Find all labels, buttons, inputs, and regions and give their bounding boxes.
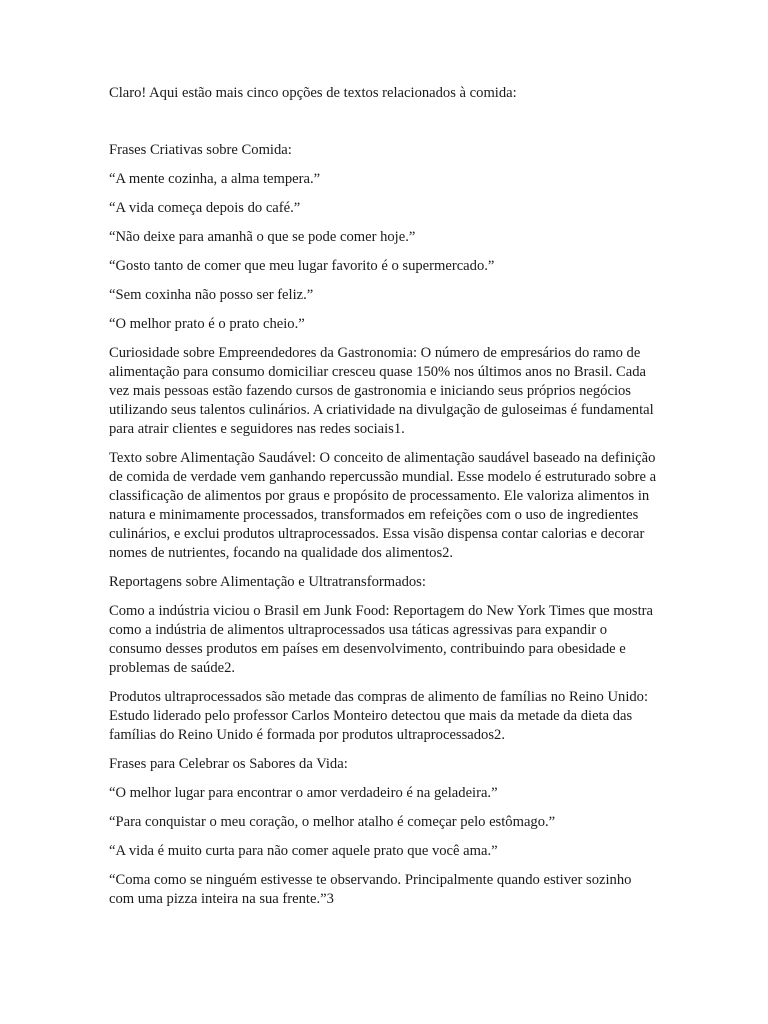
quote-item: “A mente cozinha, a alma tempera.” bbox=[109, 171, 321, 187]
quote-item: “A vida começa depois do café.” bbox=[109, 200, 301, 216]
document-page bbox=[109, 84, 659, 919]
report-paragraph: Como a indústria viciou o Brasil em Junk Food: Reportagem do New York Times que mostra como a indústria de alimentos ultraprocessados usa táticas agressivas para expandir o consumo desses produtos em países em desenvolvimento, contribuindo para obesidade e problemas de saúde2. bbox=[109, 603, 654, 676]
healthy-eating-paragraph: Texto sobre Alimentação Saudável: O conceito de alimentação saudável baseado na definição de comida de verdade vem ganhando repercussão mundial. Esse modelo é estruturado sobre a classificação de alimentos por graus e propósito de processamento. Ele valoriza alimentos in natura e minimamente processados, transformados em refeições com o uso de ingredientes culinários, e exclui produtos ultraprocessados. Essa visão dispensa contar calorias e decorar nomes de nutrientes, focando na qualidade dos alimentos2. bbox=[109, 450, 657, 561]
quote-item: “Não deixe para amanhã o que se pode comer hoje.” bbox=[109, 229, 416, 245]
quote-item: “Coma como se ninguém estivesse te observando. Principalmente quando estiver sozinho com uma pizza inteira na sua frente.”3 bbox=[109, 872, 632, 907]
section-heading-celebrate-flavors: Frases para Celebrar os Sabores da Vida: bbox=[109, 756, 348, 772]
quote-item: “O melhor prato é o prato cheio.” bbox=[109, 316, 305, 332]
section-heading-reports: Reportagens sobre Alimentação e Ultratransformados: bbox=[109, 574, 426, 590]
report-paragraph: Produtos ultraprocessados são metade das compras de alimento de famílias no Reino Unido: Estudo liderado pelo professor Carlos Monteiro detectou que mais da metade da dieta das famílias do Reino Unido é formada por produtos ultraprocessados2. bbox=[109, 689, 649, 743]
curiosity-paragraph: Curiosidade sobre Empreendedores da Gastronomia: O número de empresários do ramo de alimentação para consumo domiciliar cresceu quase 150% nos últimos anos no Brasil. Cada vez mais pessoas estão fazendo cursos de gastronomia e iniciando seus próprios negócios utilizando seus talentos culinários. A criatividade na divulgação de guloseimas é fundamental para atrair clientes e seguidores nas redes sociais1. bbox=[109, 345, 654, 437]
quote-item: “Gosto tanto de comer que meu lugar favorito é o supermercado.” bbox=[109, 258, 495, 274]
intro-text: Claro! Aqui estão mais cinco opções de textos relacionados à comida: bbox=[109, 85, 517, 101]
quote-item: “Para conquistar o meu coração, o melhor atalho é começar pelo estômago.” bbox=[109, 814, 556, 830]
section-heading-creative-phrases: Frases Criativas sobre Comida: bbox=[109, 142, 292, 158]
quote-item: “O melhor lugar para encontrar o amor verdadeiro é na geladeira.” bbox=[109, 785, 498, 801]
quote-item: “Sem coxinha não posso ser feliz.” bbox=[109, 287, 314, 303]
quote-item: “A vida é muito curta para não comer aquele prato que você ama.” bbox=[109, 843, 498, 859]
